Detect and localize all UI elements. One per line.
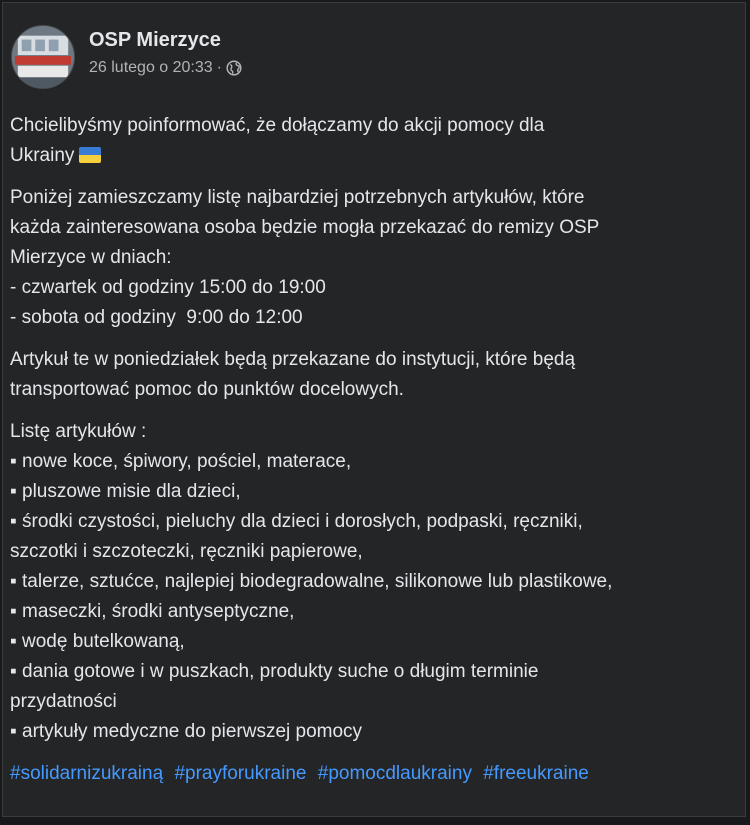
details-line: - czwartek od godziny 15:00 do 19:00 [10,277,326,298]
post-timestamp[interactable]: 26 lutego o 20:33 [89,59,213,76]
page-name[interactable]: OSP Mierzyce [89,29,221,51]
transport-paragraph [10,345,740,405]
avatar-image [12,26,74,88]
details-line: Mierzyce w dniach: [10,247,172,268]
list-item: ▪ nowe koce, śpiwory, pościel, materace, [10,451,352,472]
avatar[interactable] [11,25,75,89]
hashtag-link[interactable]: #pomocdlaukrainy [317,763,472,784]
details-line: - sobota od godziny 9:00 do 12:00 [10,307,303,328]
list-item: ▪ wodę butelkowaną, [10,631,185,652]
hashtag-link[interactable]: #prayforukraine [174,763,307,784]
list-item: ▪ maseczki, środki antyseptyczne, [10,601,295,622]
separator: · [216,59,222,76]
hashtag-link[interactable]: #solidarnizukrainą [10,763,164,784]
ukraine-flag-emoji [79,147,101,163]
items-list [10,417,740,747]
transport-line: transportować pomoc do punktów docelowych. [10,379,404,400]
hashtag-row [10,759,740,789]
post-card [2,2,746,817]
intro-line-1: Chcielibyśmy poinformować, że dołączamy do akcji pomocy dla [10,115,545,136]
list-item: ▪ środki czystości, pieluchy dla dzieci i dorosłych, podpaski, ręczniki, [10,511,583,532]
hashtag-link[interactable]: #freeukraine [483,763,589,784]
transport-line: Artykuł te w poniedziałek będą przekazane do instytucji, które będą [10,349,576,370]
list-item: przydatności [10,691,117,712]
intro-paragraph [10,111,740,171]
globe-icon[interactable] [226,60,242,76]
intro-line-2: Ukrainy [10,141,740,171]
list-item: ▪ talerze, sztućce, najlepiej biodegradowalne, silikonowe lub plastikowe, [10,571,613,592]
details-paragraph [10,183,740,333]
list-item: ▪ pluszowe misie dla dzieci, [10,481,241,502]
list-item: szczotki i szczoteczki, ręczniki papierowe, [10,541,363,562]
post-body [10,111,740,789]
post-header [11,25,242,91]
list-item: ▪ artykuły medyczne do pierwszej pomocy [10,721,363,742]
details-line: każda zainteresowana osoba będzie mogła przekazać do remizy OSP [10,217,600,238]
post-time-row [89,58,242,78]
post-meta [89,25,242,78]
list-item: Listę artykułów : [10,421,147,442]
list-item: ▪ dania gotowe i w puszkach, produkty suche o długim terminie [10,661,539,682]
details-line: Poniżej zamieszczamy listę najbardziej potrzebnych artykułów, które [10,187,585,208]
